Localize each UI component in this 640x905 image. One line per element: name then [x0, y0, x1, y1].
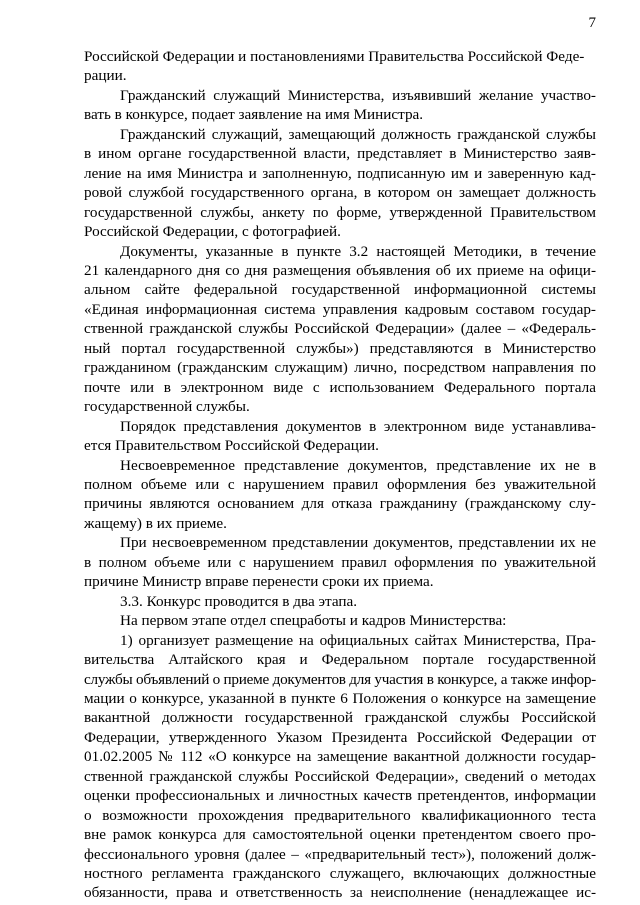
text-line: почте или в электронном виде с использованием Федерального портала [84, 378, 596, 396]
text-line: 1) организует размещение на официальных сайтах Министерства, Пра- [120, 631, 596, 649]
text-line: Порядок представления документов в электронном виде устанавлива- [120, 417, 596, 435]
text-line: о возможности прохождения предварительного квалификационного теста [84, 806, 596, 824]
text-line: мации о конкурсе, указанной в пункте 6 Положения о конкурсе на замещение [84, 689, 596, 707]
text-line: ется Правительством Российской Федерации. [84, 437, 379, 455]
text-line: ный портал государственной службы») представляются в Министерство [84, 339, 596, 357]
text-line: ление на имя Министра и заполненную, подписанную им и заверенную кад- [84, 164, 596, 182]
text-line: Документы, указанные в пункте 3.2 настоящей Методики, в течение [120, 242, 596, 260]
text-line: государственной службы, анкету по форме, утвержденной Правительством [84, 203, 596, 221]
text-line: 21 календарного дня со дня размещения объявления об их приеме на офици- [84, 261, 596, 279]
text-line: Гражданский служащий Министерства, изъявивший желание участво- [120, 86, 596, 104]
text-line: в ином органе государственной власти, представляет в Министерство заяв- [84, 145, 596, 163]
text-line: полном объеме или с нарушением правил оформления без уважительной [84, 475, 596, 493]
text-line: причины являются основанием для отказа гражданину (гражданскому слу- [84, 495, 596, 513]
text-line: рации. [84, 67, 127, 85]
text-line: 3.3. Конкурс проводится в два этапа. [120, 592, 358, 610]
text-line: альном сайте федеральной государственной информационной системы [84, 281, 596, 299]
text-line: «Единая информационная система управления кадровым составом государ- [84, 300, 596, 318]
text-line: обязанности, права и ответственность за неисполнение (ненадлежащее ис- [84, 884, 596, 902]
text-line: ностного регламента гражданского служащего, включающих должностные [84, 865, 596, 883]
text-line: гражданином (гражданским служащим) лично, посредством направления по [84, 359, 596, 377]
text-line: Гражданский служащий, замещающий должность гражданской службы [120, 125, 596, 143]
text-line: Несвоевременное представление документов, представление их не в [120, 456, 596, 474]
text-line: На первом этапе отдел спецработы и кадров Министерства: [120, 612, 507, 630]
text-line: жащему) в их приеме. [84, 514, 227, 532]
text-line: При несвоевременном представлении документов, представлении их не [120, 534, 596, 552]
text-line: государственной службы. [84, 398, 250, 416]
text-line: ственной гражданской службы Российской Федерации» (далее – «Федераль- [84, 320, 596, 338]
text-line: фессионального уровня (далее – «предварительный тест»), положений долж- [84, 845, 596, 863]
text-line: 01.02.2005 № 112 «О конкурсе на замещение вакантной должности государ- [84, 748, 596, 766]
text-line: вать в конкурсе, подает заявление на имя Министра. [84, 106, 424, 124]
text-line: Российской Федерации, с фотографией. [84, 223, 341, 241]
body-text [84, 47, 596, 903]
text-line: ровой службой государственного органа, в котором он замещает должность [84, 184, 596, 202]
page-number: 7 [588, 15, 596, 31]
text-line: ственной гражданской службы Российской Федерации», сведений о методах [84, 767, 596, 785]
text-line: Российской Федерации и постановлениями Правительства Российской Феде- [84, 48, 585, 65]
text-line: вакантной должности государственной гражданской службы Российской [84, 709, 596, 727]
text-line: вне рамок конкурса для самостоятельной оценки претендентом своего про- [84, 826, 596, 844]
text-line: Федерации, утвержденного Указом Президента Российской Федерации от [84, 728, 596, 746]
text-line: вительства Алтайского края и Федеральном портале государственной [84, 651, 596, 669]
text-line: оценки профессиональных и личностных качеств претендентов, информации [84, 787, 596, 805]
text-line: службы объявлений о приеме документов для участия в конкурсе, а также инфор- [84, 670, 596, 688]
text-line: в полном объеме или с нарушением правил оформления по уважительной [84, 553, 596, 571]
text-line: причине Министр вправе перенести сроки их приема. [84, 573, 434, 591]
